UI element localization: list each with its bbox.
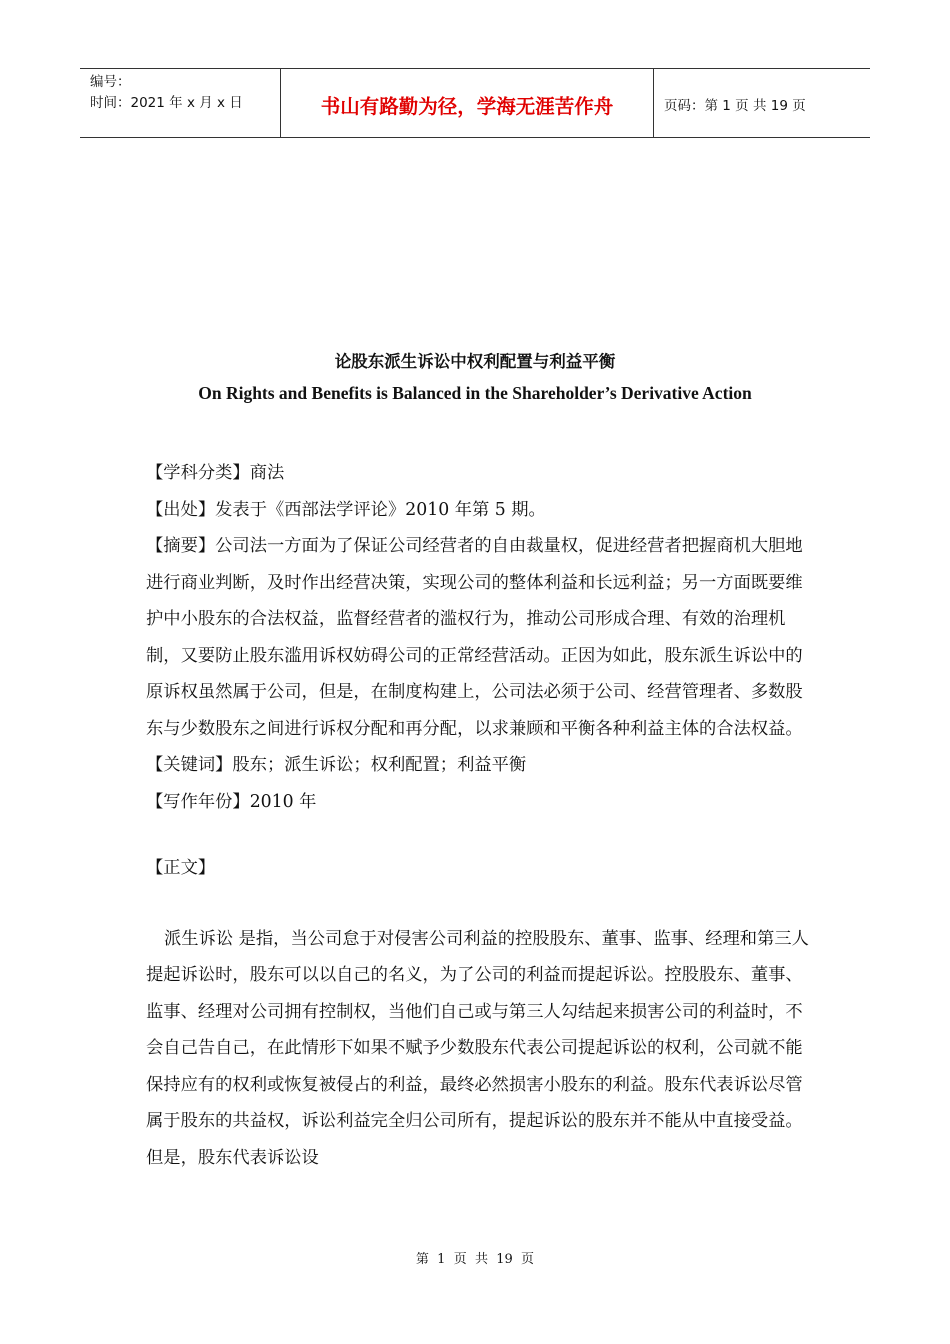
document-title-english: On Rights and Benefits is Balanced in the Shareholder’s Derivative Action (198, 383, 752, 403)
document-number-label: 编号： (90, 74, 131, 90)
document-title-chinese: 论股东派生诉讼中权利配置与利益平衡 (334, 352, 616, 371)
header-page-info: 页码：第 1 页 共 19 页 (664, 98, 806, 114)
header-table (80, 68, 870, 138)
subject-classification: 【学科分类】商法 (146, 463, 285, 483)
header-page-cell (654, 69, 870, 137)
source-line: 【出处】发表于《西部法学评论》2010 年第 5 期。 (146, 499, 546, 520)
header-motto-cell (281, 69, 654, 137)
page-footer: 第 1 页 共 19 页 (415, 1252, 535, 1267)
writing-year-line: 【写作年份】2010 年 (146, 791, 317, 812)
document-time-label: 时间：2021 年 x 月 x 日 (90, 95, 243, 111)
header-info-cell (80, 69, 281, 137)
abstract-paragraph: 【摘要】公司法一方面为了保证公司经营者的自由裁量权，促进经营者把握商机大胆地进行商业判断，及时作出经营决策，实现公司的整体利益和长远利益；另一方面既要维护中小股东的合法权益，监督经营者的滥权行为，推动公司形成合理、有效的治理机制，又要防止股东滥用诉权妨碍公司的正常经营活动。正因为如此，股东派生诉讼中的原诉权虽然属于公司，但是，在制度构建上，公司法必须于公司、经营管理者、多数股东与少数股东之间进行诉权分配和再分配，以求兼顾和平衡各种利益主体的合法权益。 (146, 536, 803, 739)
main-text-heading: 【正文】 (146, 858, 216, 878)
document-body (146, 455, 818, 1176)
header-motto: 书山有路勤为径，学海无涯苦作舟 (320, 95, 614, 118)
main-text-paragraph: 派生诉讼 是指，当公司怠于对侵害公司利益的控股股东、董事、监事、经理和第三人提起诉讼时，股东可以以自己的名义，为了公司的利益而提起诉讼。控股股东、董事、监事、经理对公司拥有控制权，当他们自己或与第三人勾结起来损害公司的利益时，不会自己告自己，在此情形下如果不赋予少数股东代表公司提起诉讼的权利，公司就不能保持应有的权利或恢复被侵占的利益，最终必然损害小股东的利益。股东代表诉讼尽管属于股东的共益权，诉讼利益完全归公司所有，提起诉讼的股东并不能从中直接受益。但是，股东代表诉讼设 (146, 928, 809, 1168)
keywords-line: 【关键词】股东；派生诉讼；权利配置；利益平衡 (146, 755, 527, 775)
